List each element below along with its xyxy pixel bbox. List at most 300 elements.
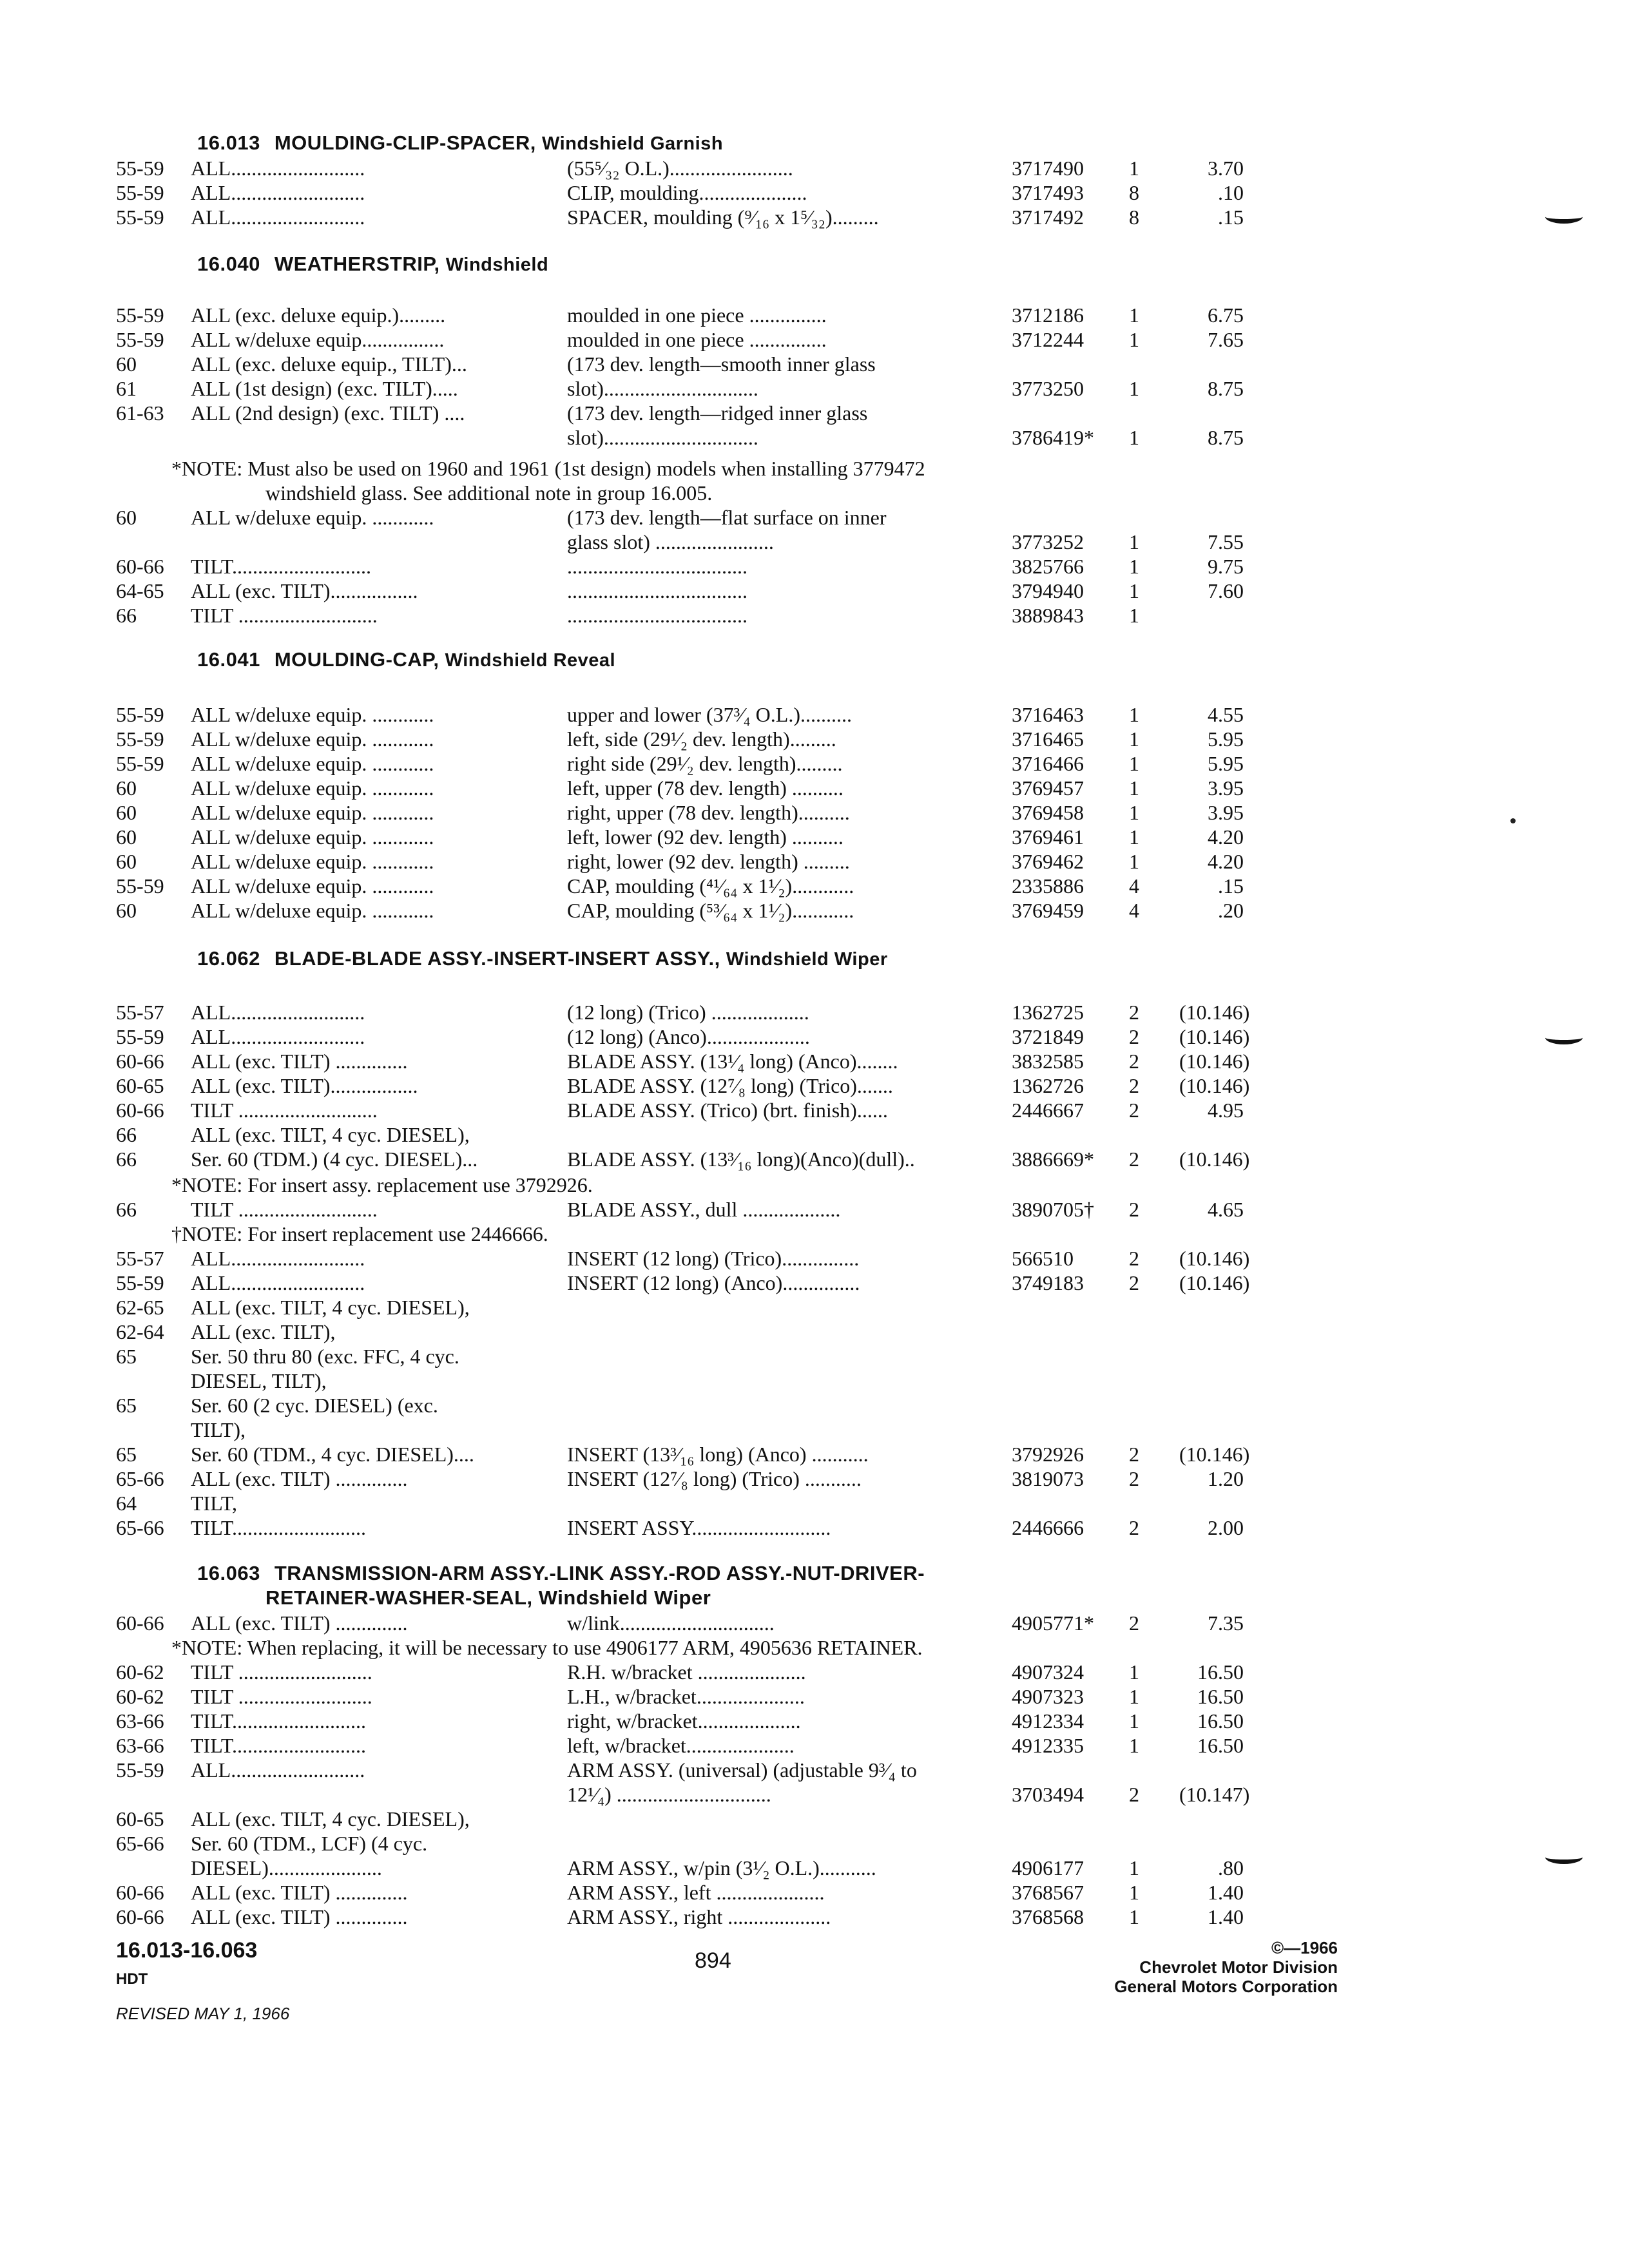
price: (10.146) [1179, 1271, 1250, 1294]
part-number: 3769462 [1012, 850, 1084, 873]
quantity: 2 [1129, 1271, 1139, 1294]
part-number: 4905771* [1012, 1611, 1094, 1635]
year-range: 62-64 [116, 1320, 164, 1343]
model-applicability: ALL w/deluxe equip. ............ [191, 899, 434, 922]
year-range: 61-63 [116, 401, 164, 425]
parts-row [0, 1369, 1629, 1393]
year-range: 60-66 [116, 555, 164, 578]
year-range: 60-66 [116, 1099, 164, 1122]
part-number: 4912334 [1012, 1709, 1084, 1733]
model-applicability: ALL w/deluxe equip. ............ [191, 874, 434, 898]
parts-row [0, 303, 1629, 327]
model-applicability: ALL w/deluxe equip. ............ [191, 752, 434, 775]
price: 7.60 [1208, 579, 1244, 602]
footnote: *NOTE: For insert assy. replacement use 3792926. [171, 1173, 593, 1196]
price: 3.95 [1208, 776, 1244, 800]
parts-row [0, 1905, 1629, 1929]
model-applicability: Ser. 60 (2 cyc. DIESEL) (exc. [191, 1394, 438, 1417]
section-heading [197, 1562, 925, 1585]
part-description: ARM ASSY., right .................... [567, 1905, 831, 1928]
part-description: BLADE ASSY. (13¹⁄₄ long) (Anco)........ [567, 1050, 898, 1073]
year-range: 63-66 [116, 1709, 164, 1733]
year-range: 65-66 [116, 1832, 164, 1855]
part-number: 3769459 [1012, 899, 1084, 922]
part-number: 1362725 [1012, 1001, 1084, 1024]
year-range: 55-57 [116, 1001, 164, 1024]
parts-row [0, 849, 1629, 874]
group-title: WEATHERSTRIP, [274, 253, 440, 275]
model-applicability: TILT), [191, 1418, 246, 1441]
model-applicability: ALL.......................... [191, 181, 365, 204]
model-applicability: ALL (exc. deluxe equip., TILT)... [191, 352, 467, 376]
year-range: 65 [116, 1443, 137, 1466]
part-description: left, upper (78 dev. length) .......... [567, 776, 843, 800]
price: 7.65 [1208, 328, 1244, 351]
group-subtitle: Windshield Reveal [445, 650, 616, 671]
parts-row [0, 898, 1629, 923]
year-range: 55-59 [116, 727, 164, 751]
part-description: INSERT (12 long) (Trico)............... [567, 1247, 860, 1270]
model-applicability: ALL (exc. TILT) .............. [191, 1467, 408, 1490]
parts-row [0, 579, 1629, 603]
year-range: 60 [116, 801, 137, 824]
revised-date: REVISED MAY 1, 1966 [116, 2004, 290, 2023]
model-applicability: TILT.......................... [191, 1709, 366, 1733]
model-applicability: ALL (2nd design) (exc. TILT) .... [191, 401, 465, 425]
price: 1.20 [1208, 1467, 1244, 1490]
quantity: 2 [1129, 1783, 1139, 1806]
model-applicability: ALL (exc. TILT)................. [191, 1074, 418, 1097]
model-applicability: Ser. 50 thru 80 (exc. FFC, 4 cyc. [191, 1345, 459, 1368]
part-number: 3786419* [1012, 426, 1094, 449]
part-number: 3712244 [1012, 328, 1084, 351]
price: 1.40 [1208, 1881, 1244, 1904]
parts-row [0, 1098, 1629, 1122]
price: (10.146) [1179, 1443, 1250, 1466]
part-number: 2335886 [1012, 874, 1084, 898]
year-range: 60 [116, 825, 137, 849]
year-range: 60-65 [116, 1807, 164, 1831]
part-description: (173 dev. length—smooth inner glass [567, 352, 876, 376]
quantity: 2 [1129, 1025, 1139, 1048]
margin-mark [1545, 1031, 1583, 1044]
group-subtitle: Windshield Garnish [541, 133, 724, 154]
part-number: 4906177 [1012, 1856, 1084, 1879]
group-title: BLADE-BLADE ASSY.-INSERT-INSERT ASSY., [274, 947, 720, 970]
year-range: 55-59 [116, 703, 164, 726]
price: 9.75 [1208, 555, 1244, 578]
part-number: 3886669* [1012, 1148, 1094, 1171]
quantity: 1 [1129, 850, 1139, 873]
part-number: 3832585 [1012, 1050, 1084, 1073]
price: .80 [1218, 1856, 1244, 1879]
model-applicability: TILT........................... [191, 555, 371, 578]
parts-row [0, 205, 1629, 229]
part-description: (55⁵⁄₃₂ O.L.)........................ [567, 157, 793, 180]
price: 16.50 [1197, 1660, 1244, 1684]
model-applicability: TILT.......................... [191, 1516, 366, 1539]
price: 4.95 [1208, 1099, 1244, 1122]
year-range: 55-59 [116, 1758, 164, 1782]
price: 5.95 [1208, 752, 1244, 775]
price: (10.146) [1179, 1074, 1250, 1097]
quantity: 4 [1129, 899, 1139, 922]
quantity: 1 [1129, 727, 1139, 751]
year-range: 55-59 [116, 303, 164, 327]
quantity: 2 [1129, 1516, 1139, 1539]
group-title: MOULDING-CAP, [274, 648, 439, 671]
section-heading [197, 253, 548, 276]
quantity: 2 [1129, 1198, 1139, 1221]
parts-row [0, 376, 1629, 401]
quantity: 1 [1129, 825, 1139, 849]
price: 16.50 [1197, 1709, 1244, 1733]
part-number: 4907324 [1012, 1660, 1084, 1684]
year-range: 60-62 [116, 1660, 164, 1684]
part-number: 3703494 [1012, 1783, 1084, 1806]
model-applicability: ALL (exc. deluxe equip.)......... [191, 303, 446, 327]
quantity: 1 [1129, 1734, 1139, 1757]
parts-row [0, 554, 1629, 579]
parts-row [0, 1000, 1629, 1024]
year-range: 60-66 [116, 1611, 164, 1635]
parts-row [0, 1733, 1629, 1758]
parts-row [0, 1491, 1629, 1515]
parts-row [0, 530, 1629, 554]
group-number: 16.041 [197, 648, 260, 671]
price: .15 [1218, 206, 1244, 229]
year-range: 60 [116, 850, 137, 873]
year-range: 65 [116, 1394, 137, 1417]
year-range: 55-59 [116, 157, 164, 180]
part-number: 4907323 [1012, 1685, 1084, 1708]
year-range: 55-59 [116, 1271, 164, 1294]
parts-row [0, 401, 1629, 425]
price: 16.50 [1197, 1734, 1244, 1757]
group-number: 16.013 [197, 131, 260, 154]
model-applicability: ALL w/deluxe equip. ............ [191, 506, 434, 529]
model-applicability: ALL w/deluxe equip. ............ [191, 825, 434, 849]
year-range: 64 [116, 1492, 137, 1515]
year-range: 60-66 [116, 1905, 164, 1928]
price: 5.95 [1208, 727, 1244, 751]
price: 4.20 [1208, 850, 1244, 873]
year-range: 55-59 [116, 328, 164, 351]
year-range: 63-66 [116, 1734, 164, 1757]
part-number: 3768567 [1012, 1881, 1084, 1904]
year-range: 66 [116, 1123, 137, 1146]
group-subtitle: Windshield Wiper [538, 1586, 711, 1609]
price: 7.55 [1208, 530, 1244, 553]
price: .20 [1218, 899, 1244, 922]
model-applicability: ALL (exc. TILT) .............. [191, 1905, 408, 1928]
parts-row [0, 1758, 1629, 1782]
quantity: 4 [1129, 874, 1139, 898]
year-range: 65-66 [116, 1467, 164, 1490]
year-range: 61 [116, 377, 137, 400]
quantity: 1 [1129, 328, 1139, 351]
group-number: 16.040 [197, 253, 260, 275]
group-title-continued: RETAINER-WASHER-SEAL, [265, 1586, 533, 1609]
part-description: right side (29¹⁄₂ dev. length)......... [567, 752, 843, 775]
price: 4.65 [1208, 1198, 1244, 1221]
parts-row [0, 1049, 1629, 1073]
model-applicability: ALL w/deluxe equip. ............ [191, 850, 434, 873]
part-description: moulded in one piece ............... [567, 328, 827, 351]
price: 4.20 [1208, 825, 1244, 849]
footnote: †NOTE: For insert replacement use 2446666. [171, 1222, 548, 1245]
model-applicability: ALL w/deluxe equip. ............ [191, 727, 434, 751]
parts-row [0, 1856, 1629, 1880]
part-number: 3716465 [1012, 727, 1084, 751]
year-range: 55-59 [116, 206, 164, 229]
corporation: General Motors Corporation [1114, 1977, 1338, 1996]
parts-row [0, 800, 1629, 825]
part-description: glass slot) ....................... [567, 530, 774, 553]
price: 4.55 [1208, 703, 1244, 726]
price: (10.146) [1179, 1247, 1250, 1270]
part-number: 3716463 [1012, 703, 1084, 726]
part-description: ................................... [567, 579, 747, 602]
price: .10 [1218, 181, 1244, 204]
parts-row [0, 1684, 1629, 1709]
price: (10.147) [1179, 1783, 1250, 1806]
part-description: ARM ASSY. (universal) (adjustable 9³⁄₄ to [567, 1758, 917, 1782]
parts-row [0, 603, 1629, 628]
quantity: 1 [1129, 1856, 1139, 1879]
part-description: ................................... [567, 604, 747, 627]
quantity: 1 [1129, 303, 1139, 327]
part-description: BLADE ASSY. (12⁷⁄₈ long) (Trico)....... [567, 1074, 893, 1097]
part-description: right, w/bracket.................... [567, 1709, 801, 1733]
year-range: 55-59 [116, 874, 164, 898]
part-number: 3769458 [1012, 801, 1084, 824]
quantity: 1 [1129, 157, 1139, 180]
part-description: ARM ASSY., w/pin (3¹⁄₂ O.L.)........... [567, 1856, 876, 1879]
margin-dot [1510, 818, 1516, 823]
part-description: (173 dev. length—ridged inner glass [567, 401, 868, 425]
year-range: 66 [116, 1148, 137, 1171]
footnote: *NOTE: When replacing, it will be necessary to use 4906177 ARM, 4905636 RETAINER. [171, 1636, 923, 1659]
group-title: MOULDING-CLIP-SPACER, [274, 131, 536, 154]
quantity: 2 [1129, 1611, 1139, 1635]
model-applicability: TILT.......................... [191, 1734, 366, 1757]
quantity: 1 [1129, 426, 1139, 449]
parts-row [0, 1466, 1629, 1491]
year-range: 65-66 [116, 1516, 164, 1539]
quantity: 1 [1129, 752, 1139, 775]
part-description: INSERT (12⁷⁄₈ long) (Trico) ........... [567, 1467, 862, 1490]
model-applicability: TILT ........................... [191, 1099, 378, 1122]
section-heading [197, 947, 888, 970]
margin-mark [1545, 1850, 1583, 1864]
model-applicability: ALL w/deluxe equip. ............ [191, 703, 434, 726]
page-number: 894 [695, 1948, 731, 1973]
price: (10.146) [1179, 1025, 1250, 1048]
quantity: 1 [1129, 604, 1139, 627]
group-title: TRANSMISSION-ARM ASSY.-LINK ASSY.-ROD ASSY.-NUT-DRIVER- [274, 1562, 925, 1584]
price: 16.50 [1197, 1685, 1244, 1708]
parts-row [0, 352, 1629, 376]
year-range: 60-66 [116, 1050, 164, 1073]
parts-row [0, 1515, 1629, 1540]
part-description: INSERT (13³⁄₁₆ long) (Anco) ........... [567, 1443, 869, 1466]
year-range: 55-59 [116, 181, 164, 204]
quantity: 2 [1129, 1443, 1139, 1466]
parts-row [0, 1295, 1629, 1320]
year-range: 60 [116, 352, 137, 376]
parts-row [0, 874, 1629, 898]
price: 3.95 [1208, 801, 1244, 824]
quantity: 2 [1129, 1247, 1139, 1270]
model-applicability: ALL (exc. TILT, 4 cyc. DIESEL), [191, 1807, 470, 1831]
model-applicability: Ser. 60 (TDM., LCF) (4 cyc. [191, 1832, 428, 1855]
price: 8.75 [1208, 426, 1244, 449]
model-applicability: ALL (exc. TILT) .............. [191, 1611, 408, 1635]
parts-row [0, 776, 1629, 800]
part-description: moulded in one piece ............... [567, 303, 827, 327]
quantity: 1 [1129, 776, 1139, 800]
part-number: 1362726 [1012, 1074, 1084, 1097]
section-heading [197, 131, 723, 155]
part-number: 3712186 [1012, 303, 1084, 327]
model-applicability: ALL (1st design) (exc. TILT)..... [191, 377, 458, 400]
model-applicability: TILT ........................... [191, 604, 378, 627]
model-applicability: DIESEL)...................... [191, 1856, 382, 1879]
model-applicability: ALL (exc. TILT) .............. [191, 1881, 408, 1904]
group-subtitle: Windshield [445, 255, 549, 275]
parts-row [0, 1880, 1629, 1905]
model-applicability: ALL w/deluxe equip. ............ [191, 776, 434, 800]
part-number: 3819073 [1012, 1467, 1084, 1490]
part-description: BLADE ASSY. (Trico) (brt. finish)...... [567, 1099, 888, 1122]
parts-row [0, 327, 1629, 352]
quantity: 1 [1129, 1685, 1139, 1708]
quantity: 1 [1129, 579, 1139, 602]
model-applicability: ALL.......................... [191, 1001, 365, 1024]
model-applicability: ALL.......................... [191, 1271, 365, 1294]
parts-row [0, 1442, 1629, 1466]
parts-row [0, 505, 1629, 530]
footnote-continued: windshield glass. See additional note in group 16.005. [265, 481, 713, 505]
quantity: 2 [1129, 1050, 1139, 1073]
group-range: 16.013-16.063 [116, 1938, 258, 1963]
group-number: 16.063 [197, 1562, 260, 1584]
part-description: ................................... [567, 555, 747, 578]
part-number: 3721849 [1012, 1025, 1084, 1048]
part-description: (173 dev. length—flat surface on inner [567, 506, 887, 529]
price: 2.00 [1208, 1516, 1244, 1539]
group-subtitle: Windshield Wiper [726, 949, 888, 970]
model-applicability: TILT .......................... [191, 1685, 372, 1708]
margin-mark [1545, 210, 1583, 224]
parts-row [0, 156, 1629, 180]
year-range: 64-65 [116, 579, 164, 602]
part-number: 3717493 [1012, 181, 1084, 204]
year-range: 65 [116, 1345, 137, 1368]
part-number: 3773252 [1012, 530, 1084, 553]
quantity: 1 [1129, 1660, 1139, 1684]
quantity: 1 [1129, 530, 1139, 553]
price: (10.146) [1179, 1001, 1250, 1024]
part-number: 3717492 [1012, 206, 1084, 229]
parts-row [0, 1147, 1629, 1171]
parts-row [0, 1418, 1629, 1442]
price: (10.146) [1179, 1148, 1250, 1171]
model-applicability: ALL w/deluxe equip. ............ [191, 801, 434, 824]
parts-row [0, 1660, 1629, 1684]
model-applicability: ALL w/deluxe equip................ [191, 328, 445, 351]
part-description: ARM ASSY., left ..................... [567, 1881, 825, 1904]
part-number: 3717490 [1012, 157, 1084, 180]
part-description: w/link.............................. [567, 1611, 775, 1635]
part-description: INSERT ASSY........................... [567, 1516, 831, 1539]
model-applicability: DIESEL, TILT), [191, 1369, 327, 1392]
part-number: 3773250 [1012, 377, 1084, 400]
year-range: 66 [116, 604, 137, 627]
publisher-block [1114, 1938, 1338, 1996]
quantity: 1 [1129, 1905, 1139, 1928]
footnote: *NOTE: Must also be used on 1960 and 1961 (1st design) models when installing 3779472 [171, 457, 925, 480]
quantity: 8 [1129, 181, 1139, 204]
parts-row [0, 1807, 1629, 1831]
model-applicability: TILT, [191, 1492, 237, 1515]
part-number: 3768568 [1012, 1905, 1084, 1928]
model-applicability: ALL (exc. TILT, 4 cyc. DIESEL), [191, 1123, 470, 1146]
part-description: (12 long) (Trico) ................... [567, 1001, 809, 1024]
part-number: 3889843 [1012, 604, 1084, 627]
quantity: 1 [1129, 801, 1139, 824]
part-description: BLADE ASSY., dull ................... [567, 1198, 841, 1221]
part-description: SPACER, moulding (⁹⁄₁₆ x 1⁵⁄₃₂)......... [567, 206, 879, 229]
part-number: 2446666 [1012, 1516, 1084, 1539]
part-description: left, lower (92 dev. length) .......... [567, 825, 843, 849]
quantity: 1 [1129, 1709, 1139, 1733]
quantity: 8 [1129, 206, 1139, 229]
parts-row [0, 727, 1629, 751]
quantity: 2 [1129, 1099, 1139, 1122]
part-number: 3792926 [1012, 1443, 1084, 1466]
model-applicability: ALL.......................... [191, 206, 365, 229]
part-number: 3794940 [1012, 579, 1084, 602]
part-description: BLADE ASSY. (13³⁄₁₆ long)(Anco)(dull).. [567, 1148, 915, 1171]
parts-row [0, 1197, 1629, 1222]
parts-row [0, 1782, 1629, 1807]
part-description: (12 long) (Anco).................... [567, 1025, 810, 1048]
hdt-label: HDT [116, 1970, 148, 1988]
quantity: 1 [1129, 555, 1139, 578]
model-applicability: TILT .......................... [191, 1660, 372, 1684]
part-number: 3769461 [1012, 825, 1084, 849]
model-applicability: ALL.......................... [191, 1247, 365, 1270]
parts-row [0, 1073, 1629, 1098]
part-description: CAP, moulding (⁴¹⁄₆₄ x 1¹⁄₂)............ [567, 874, 854, 898]
part-description: right, upper (78 dev. length).......... [567, 801, 850, 824]
parts-row [0, 1024, 1629, 1049]
quantity: 2 [1129, 1467, 1139, 1490]
quantity: 2 [1129, 1001, 1139, 1024]
year-range: 60-65 [116, 1074, 164, 1097]
model-applicability: TILT ........................... [191, 1198, 378, 1221]
part-description: R.H. w/bracket ..................... [567, 1660, 806, 1684]
parts-row [0, 180, 1629, 205]
model-applicability: ALL (exc. TILT) .............. [191, 1050, 408, 1073]
price: 3.70 [1208, 157, 1244, 180]
year-range: 60-62 [116, 1685, 164, 1708]
part-description: slot).............................. [567, 426, 758, 449]
quantity: 1 [1129, 1881, 1139, 1904]
parts-row [0, 1320, 1629, 1344]
